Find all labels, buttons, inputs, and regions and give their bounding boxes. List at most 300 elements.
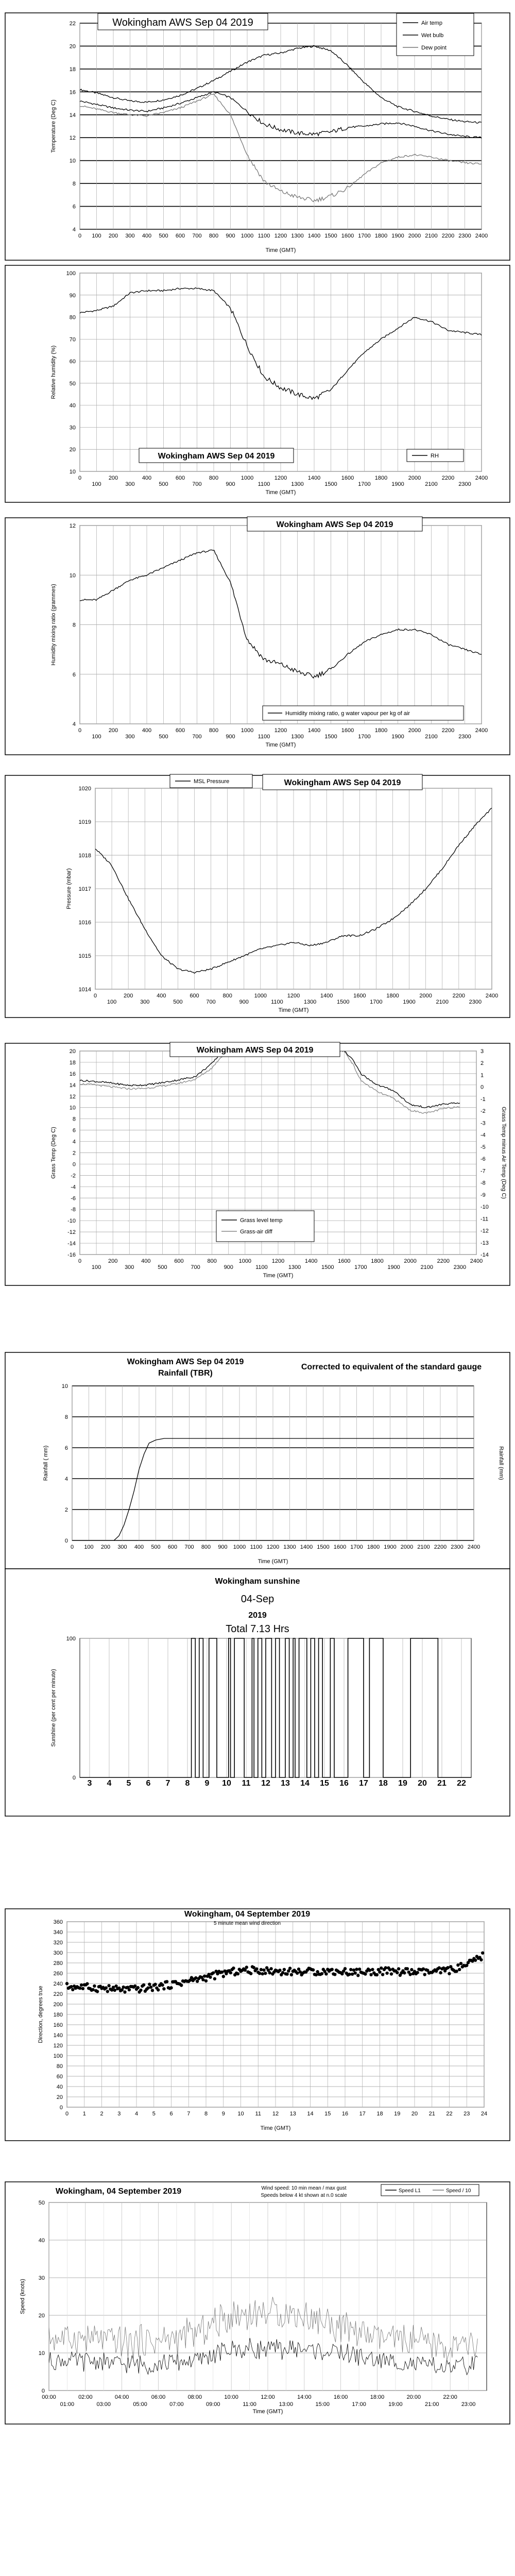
y-tick-label: 320 bbox=[53, 1940, 63, 1946]
chart-title: Wokingham AWS Sep 04 2019 bbox=[196, 1046, 314, 1055]
x-tick-label: 700 bbox=[192, 233, 202, 239]
x-tick-label: 400 bbox=[157, 993, 166, 999]
chart-title: Wokingham AWS Sep 04 2019 bbox=[284, 778, 401, 787]
y-tick-label: 300 bbox=[53, 1950, 63, 1956]
y-tick-label: 100 bbox=[66, 1636, 76, 1642]
y-axis-label: Humidity mixing ratio (grammes) bbox=[50, 584, 57, 666]
y-tick-label: 1018 bbox=[78, 853, 91, 859]
x-tick-label: 300 bbox=[125, 734, 135, 740]
direction-point bbox=[142, 1984, 145, 1987]
y-tick-label: -6 bbox=[71, 1195, 76, 1202]
chart-title: Wokingham AWS Sep 04 2019 bbox=[158, 452, 275, 461]
x-tick-label: 20:00 bbox=[406, 2394, 421, 2400]
x-tick-label: 2000 bbox=[400, 1544, 414, 1550]
direction-point bbox=[378, 1971, 381, 1974]
x-tick-label: 800 bbox=[209, 233, 219, 239]
x-tick-label: 2000 bbox=[408, 233, 421, 239]
x-tick-label: 700 bbox=[184, 1544, 194, 1550]
direction-point bbox=[352, 1969, 355, 1972]
chart-title: Wokingham, 04 September 2019 bbox=[184, 1910, 311, 1919]
x-tick-label: 2400 bbox=[485, 993, 499, 999]
x-tick-label: 1800 bbox=[374, 727, 388, 734]
chart-date: 04-Sep bbox=[241, 1594, 274, 1605]
x-tick-label: 1900 bbox=[391, 481, 404, 487]
y2-tick-label: 3 bbox=[480, 1048, 484, 1055]
x-tick-label: 2300 bbox=[453, 1264, 467, 1270]
x-tick-label: 11:00 bbox=[243, 2401, 256, 2408]
x-tick-label: 900 bbox=[226, 481, 235, 487]
y-tick-label: 10 bbox=[69, 158, 76, 164]
y-tick-label: 20 bbox=[69, 447, 76, 453]
y2-tick-label: -6 bbox=[480, 1156, 486, 1163]
y-tick-label: 70 bbox=[69, 336, 76, 343]
x-tick-label: 18 bbox=[376, 2111, 383, 2117]
legend-label: Wet bulb bbox=[421, 32, 444, 39]
direction-point bbox=[455, 1970, 458, 1973]
direction-point bbox=[80, 1984, 83, 1987]
direction-point bbox=[123, 1990, 126, 1993]
direction-point bbox=[264, 1972, 267, 1975]
direction-point bbox=[358, 1968, 361, 1971]
x-tick-label: 100 bbox=[92, 734, 101, 740]
direction-point bbox=[397, 1967, 400, 1970]
direction-point bbox=[296, 1972, 299, 1975]
x-tick-label: 16:00 bbox=[333, 2394, 348, 2400]
x-tick-label: 1200 bbox=[266, 1544, 280, 1550]
x-tick-label: 1600 bbox=[341, 233, 354, 239]
x-tick-label: 100 bbox=[84, 1544, 94, 1550]
x-tick-label: 3 bbox=[87, 1779, 92, 1788]
x-tick-label: 15 bbox=[324, 2111, 331, 2117]
direction-point bbox=[481, 1952, 484, 1955]
y-tick-label: 1019 bbox=[78, 819, 91, 825]
direction-point bbox=[447, 1966, 450, 1969]
x-tick-label: 700 bbox=[206, 999, 216, 1005]
y-tick-label: 12 bbox=[69, 135, 76, 142]
x-tick-label: 13:00 bbox=[279, 2401, 294, 2408]
direction-point bbox=[388, 1968, 391, 1971]
chart-title: Wokingham sunshine bbox=[215, 1577, 300, 1586]
x-tick-label: 0 bbox=[78, 475, 82, 481]
direction-point bbox=[136, 1986, 140, 1989]
y2-tick-label: -5 bbox=[480, 1144, 486, 1150]
x-tick-label: 700 bbox=[192, 481, 202, 487]
direction-point bbox=[249, 1972, 252, 1975]
x-tick-label: 14:00 bbox=[297, 2394, 312, 2400]
x-tick-label: 14 bbox=[300, 1779, 310, 1788]
x-tick-label: 2000 bbox=[419, 993, 432, 999]
x-tick-label: 200 bbox=[108, 1258, 118, 1264]
x-tick-label: 23:00 bbox=[461, 2401, 476, 2408]
direction-point bbox=[122, 1986, 125, 1989]
y-tick-label: 6 bbox=[72, 671, 76, 678]
x-axis-label: Time (GMT) bbox=[265, 489, 296, 496]
y-tick-label: 20 bbox=[56, 2094, 63, 2100]
x-tick-label: 1300 bbox=[291, 481, 304, 487]
y2-tick-label: -13 bbox=[480, 1240, 489, 1246]
x-tick-label: 0 bbox=[78, 1258, 82, 1264]
x-tick-label: 500 bbox=[159, 734, 168, 740]
direction-point bbox=[288, 1967, 291, 1970]
x-tick-label: 1300 bbox=[291, 233, 304, 239]
wind-direction-chart bbox=[0, 1906, 515, 2143]
y2-axis-label: Grass Temp minus Air Temp (Deg C) bbox=[501, 1107, 507, 1199]
x-tick-label: 1400 bbox=[304, 1258, 318, 1264]
direction-point bbox=[458, 1968, 461, 1971]
x-tick-label: 1600 bbox=[341, 475, 354, 481]
y-tick-label: 12 bbox=[69, 1093, 76, 1100]
y-tick-label: 60 bbox=[69, 359, 76, 365]
x-tick-label: 7 bbox=[165, 1779, 170, 1788]
x-tick-label: 1400 bbox=[307, 233, 321, 239]
direction-point bbox=[448, 1972, 451, 1975]
x-tick-label: 8 bbox=[185, 1779, 190, 1788]
y-tick-label: -2 bbox=[71, 1173, 76, 1179]
x-tick-label: 1900 bbox=[391, 734, 404, 740]
legend-label: Humidity mixing ratio, g water vapour per kg of air bbox=[285, 710, 410, 717]
x-tick-label: 800 bbox=[201, 1544, 211, 1550]
chart-title: Wokingham, 04 September 2019 bbox=[55, 2187, 182, 2196]
x-tick-label: 22 bbox=[446, 2111, 453, 2117]
x-tick-label: 300 bbox=[117, 1544, 127, 1550]
y-tick-label: 10 bbox=[69, 572, 76, 579]
x-tick-label: 400 bbox=[142, 727, 152, 734]
direction-point bbox=[423, 1973, 426, 1976]
direction-point bbox=[204, 1979, 208, 1982]
x-tick-label: 1100 bbox=[258, 734, 270, 740]
x-tick-label: 300 bbox=[125, 1264, 134, 1270]
x-tick-label: 16 bbox=[339, 1779, 349, 1788]
x-tick-label: 1900 bbox=[391, 233, 404, 239]
x-tick-label: 1400 bbox=[307, 727, 321, 734]
legend-label: MSL Pressure bbox=[194, 778, 230, 785]
x-tick-label: 19:00 bbox=[388, 2401, 403, 2408]
y-tick-label: -12 bbox=[67, 1229, 76, 1236]
x-tick-label: 1100 bbox=[258, 233, 270, 239]
direction-point bbox=[269, 1967, 272, 1970]
x-tick-label: 600 bbox=[174, 1258, 184, 1264]
y-tick-label: 2 bbox=[64, 1507, 68, 1513]
y2-tick-label: -1 bbox=[480, 1096, 486, 1103]
x-tick-label: 900 bbox=[226, 233, 235, 239]
x-axis-label: Time (GMT) bbox=[260, 2125, 291, 2131]
x-tick-label: 800 bbox=[209, 475, 219, 481]
x-tick-label: 19 bbox=[398, 1779, 407, 1788]
x-tick-label: 2100 bbox=[425, 233, 438, 239]
direction-point bbox=[354, 1972, 357, 1975]
y2-tick-label: -8 bbox=[480, 1180, 486, 1187]
direction-point bbox=[351, 1973, 354, 1976]
direction-point bbox=[297, 1968, 300, 1971]
x-tick-label: 1700 bbox=[354, 1264, 367, 1270]
x-tick-label: 23 bbox=[464, 2111, 470, 2117]
y-tick-label: 30 bbox=[69, 425, 76, 431]
x-tick-label: 600 bbox=[175, 233, 185, 239]
x-axis-label: Time (GMT) bbox=[265, 247, 296, 253]
y-tick-label: 8 bbox=[64, 1414, 68, 1420]
x-tick-label: 12:00 bbox=[261, 2394, 275, 2400]
y-tick-label: 8 bbox=[72, 622, 76, 629]
x-tick-label: 17 bbox=[359, 1779, 368, 1788]
x-tick-label: 200 bbox=[108, 727, 118, 734]
x-tick-label: 1700 bbox=[350, 1544, 363, 1550]
direction-point bbox=[161, 1984, 164, 1987]
x-tick-label: 0 bbox=[78, 727, 82, 734]
direction-point bbox=[180, 1984, 183, 1987]
direction-point bbox=[278, 1969, 281, 1972]
direction-point bbox=[194, 1976, 197, 1979]
x-tick-label: 1200 bbox=[274, 727, 287, 734]
x-tick-label: 1000 bbox=[254, 993, 267, 999]
x-tick-label: 14 bbox=[307, 2111, 314, 2117]
y-tick-label: 18 bbox=[69, 66, 76, 73]
x-tick-label: 500 bbox=[159, 233, 168, 239]
y-tick-label: 40 bbox=[69, 402, 76, 409]
y-tick-label: 90 bbox=[69, 292, 76, 299]
y-tick-label: -14 bbox=[67, 1241, 76, 1247]
x-tick-label: 11 bbox=[255, 2111, 261, 2117]
x-tick-label: 1400 bbox=[320, 993, 333, 999]
direction-point bbox=[380, 1967, 383, 1970]
x-tick-label: 1000 bbox=[241, 727, 254, 734]
chart-year: 2019 bbox=[248, 1611, 267, 1620]
x-tick-label: 1000 bbox=[238, 1258, 252, 1264]
x-tick-label: 12 bbox=[272, 2111, 279, 2117]
x-tick-label: 1100 bbox=[271, 999, 283, 1005]
direction-point bbox=[479, 1958, 483, 1961]
x-tick-label: 2000 bbox=[408, 727, 421, 734]
x-tick-label: 8 bbox=[204, 2111, 208, 2117]
y2-axis-label: Rainfall (mm) bbox=[498, 1446, 504, 1480]
direction-point bbox=[153, 1982, 157, 1986]
x-tick-label: 15:00 bbox=[315, 2401, 330, 2408]
direction-point bbox=[368, 1969, 371, 1972]
y2-tick-label: -9 bbox=[480, 1192, 486, 1198]
direction-point bbox=[85, 1982, 89, 1985]
y-tick-label: 8 bbox=[72, 181, 76, 188]
direction-point bbox=[112, 1986, 115, 1989]
x-tick-label: 900 bbox=[239, 999, 249, 1005]
x-tick-label: 400 bbox=[134, 1544, 144, 1550]
y-tick-label: 160 bbox=[53, 2022, 63, 2028]
direction-point bbox=[190, 1976, 193, 1979]
x-tick-label: 300 bbox=[125, 233, 135, 239]
y-axis-label: Grass Temp (Deg C) bbox=[50, 1127, 57, 1179]
y-tick-label: 0 bbox=[72, 1775, 76, 1781]
x-tick-label: 500 bbox=[158, 1264, 167, 1270]
y2-tick-label: 0 bbox=[480, 1084, 484, 1091]
x-tick-label: 1300 bbox=[288, 1264, 301, 1270]
direction-point bbox=[312, 1968, 315, 1971]
y-tick-label: 6 bbox=[72, 1127, 76, 1134]
x-tick-label: 1100 bbox=[255, 1264, 268, 1270]
direction-point bbox=[348, 1973, 351, 1976]
x-tick-label: 21:00 bbox=[424, 2401, 439, 2408]
direction-point bbox=[290, 1973, 293, 1976]
x-tick-label: 1800 bbox=[367, 1544, 380, 1550]
x-tick-label: 1600 bbox=[333, 1544, 347, 1550]
legend-label: Speed L1 bbox=[399, 2188, 421, 2194]
sunshine-chart bbox=[0, 1566, 515, 1819]
x-tick-label: 2100 bbox=[420, 1264, 433, 1270]
y-tick-label: 40 bbox=[38, 2238, 45, 2244]
y-tick-label: 30 bbox=[38, 2275, 45, 2281]
x-tick-label: 08:00 bbox=[187, 2394, 202, 2400]
pressure-chart bbox=[0, 773, 515, 1020]
y-tick-label: 80 bbox=[56, 2063, 63, 2070]
direction-point bbox=[105, 1986, 108, 1989]
x-tick-label: 700 bbox=[192, 734, 202, 740]
direction-point bbox=[165, 1980, 168, 1983]
y-tick-label: -10 bbox=[67, 1218, 76, 1225]
x-axis-label: Time (GMT) bbox=[278, 1007, 309, 1013]
x-tick-label: 1900 bbox=[387, 1264, 400, 1270]
x-tick-label: 1 bbox=[82, 2111, 86, 2117]
direction-point bbox=[281, 1971, 284, 1974]
x-tick-label: 1300 bbox=[291, 734, 304, 740]
chart-note: Corrected to equivalent of the standard gauge bbox=[301, 1363, 482, 1371]
direction-point bbox=[139, 1989, 142, 1992]
x-tick-label: 13 bbox=[289, 2111, 296, 2117]
x-axis-label: Time (GMT) bbox=[265, 742, 296, 748]
x-tick-label: 24 bbox=[480, 2111, 488, 2117]
direction-point bbox=[255, 1968, 258, 1971]
x-tick-label: 1500 bbox=[321, 1264, 334, 1270]
x-tick-label: 2200 bbox=[452, 993, 466, 999]
x-tick-label: 2100 bbox=[417, 1544, 430, 1550]
x-tick-label: 2000 bbox=[404, 1258, 417, 1264]
direction-point bbox=[213, 1977, 216, 1980]
direction-point bbox=[459, 1962, 462, 1965]
direction-point bbox=[212, 1971, 215, 1974]
x-tick-label: 0 bbox=[93, 993, 97, 999]
x-tick-label: 1800 bbox=[374, 475, 388, 481]
x-tick-label: 22:00 bbox=[443, 2394, 457, 2400]
direction-point bbox=[442, 1967, 445, 1970]
direction-point bbox=[113, 1989, 116, 1992]
direction-point bbox=[162, 1987, 165, 1990]
direction-point bbox=[229, 1971, 232, 1974]
direction-point bbox=[260, 1968, 263, 1971]
x-tick-label: 2200 bbox=[437, 1258, 450, 1264]
direction-point bbox=[169, 1986, 173, 1989]
x-tick-label: 700 bbox=[191, 1264, 200, 1270]
y-tick-label: -16 bbox=[67, 1252, 76, 1258]
y-tick-label: 4 bbox=[72, 227, 76, 233]
x-tick-label: 400 bbox=[142, 475, 152, 481]
legend-label: RH bbox=[431, 453, 439, 459]
x-tick-label: 800 bbox=[209, 727, 219, 734]
y-axis-label: Speed (knots) bbox=[20, 2279, 26, 2314]
y-tick-label: 280 bbox=[53, 1960, 63, 1967]
direction-point bbox=[220, 1971, 224, 1974]
legend-label: Dew point bbox=[421, 45, 447, 51]
rainfall-chart bbox=[0, 1350, 515, 1571]
legend-label: Air temp bbox=[421, 20, 442, 26]
y-axis-label: Temperature (Deg C) bbox=[50, 99, 57, 153]
chart-title: Wokingham AWS Sep 04 2019 bbox=[112, 17, 253, 28]
x-tick-label: 200 bbox=[108, 475, 118, 481]
x-tick-label: 21 bbox=[437, 1779, 447, 1788]
x-tick-label: 3 bbox=[117, 2111, 121, 2117]
x-tick-label: 06:00 bbox=[151, 2394, 166, 2400]
x-tick-label: 1200 bbox=[287, 993, 300, 999]
x-tick-label: 4 bbox=[107, 1779, 112, 1788]
y-tick-label: 4 bbox=[72, 721, 76, 727]
y-tick-label: 50 bbox=[38, 2200, 45, 2206]
chart-total: Total 7.13 Hrs bbox=[226, 1623, 289, 1635]
y-tick-label: 120 bbox=[53, 2043, 63, 2049]
direction-point bbox=[262, 1969, 265, 1972]
direction-point bbox=[474, 1959, 477, 1962]
x-tick-label: 500 bbox=[173, 999, 183, 1005]
x-tick-label: 4 bbox=[134, 2111, 139, 2117]
y-tick-label: 10 bbox=[69, 469, 76, 475]
direction-point bbox=[106, 1990, 109, 1993]
y-tick-label: 240 bbox=[53, 1981, 63, 1987]
x-tick-label: 400 bbox=[142, 233, 152, 239]
x-tick-label: 11 bbox=[242, 1779, 251, 1788]
x-tick-label: 9 bbox=[221, 2111, 225, 2117]
x-tick-label: 6 bbox=[169, 2111, 173, 2117]
y-tick-label: 1014 bbox=[78, 987, 91, 993]
x-tick-label: 2300 bbox=[458, 233, 471, 239]
y-tick-label: 340 bbox=[53, 1929, 63, 1936]
direction-point bbox=[283, 1968, 286, 1971]
direction-point bbox=[396, 1971, 399, 1974]
direction-point bbox=[236, 1972, 239, 1975]
chart-subtitle: Wind speed: 10 min mean / max gust bbox=[261, 2185, 347, 2191]
y-tick-label: 1017 bbox=[78, 886, 91, 892]
x-tick-label: 2 bbox=[100, 2111, 104, 2117]
x-tick-label: 00:00 bbox=[42, 2394, 56, 2400]
direction-point bbox=[403, 1971, 406, 1974]
x-tick-label: 100 bbox=[92, 233, 101, 239]
direction-point bbox=[410, 1968, 413, 1971]
direction-point bbox=[422, 1968, 425, 1971]
direction-point bbox=[456, 1963, 459, 1967]
y-tick-label: 1015 bbox=[78, 953, 91, 959]
x-tick-label: 1000 bbox=[241, 233, 254, 239]
y-tick-label: 100 bbox=[53, 2053, 63, 2059]
direction-point bbox=[70, 1985, 73, 1988]
x-tick-label: 2400 bbox=[467, 1544, 480, 1550]
x-axis-label: Time (GMT) bbox=[258, 1558, 288, 1565]
x-tick-label: 1100 bbox=[250, 1544, 263, 1550]
y2-tick-label: -12 bbox=[480, 1228, 489, 1234]
y2-tick-label: -4 bbox=[480, 1132, 486, 1139]
y2-tick-label: -11 bbox=[480, 1216, 489, 1223]
direction-point bbox=[261, 1972, 264, 1975]
x-tick-label: 1200 bbox=[274, 233, 287, 239]
x-tick-label: 1800 bbox=[386, 993, 399, 999]
x-tick-label: 02:00 bbox=[78, 2394, 93, 2400]
direction-point bbox=[324, 1972, 328, 1975]
x-tick-label: 400 bbox=[141, 1258, 151, 1264]
chart-subtitle: Rainfall (TBR) bbox=[158, 1369, 213, 1378]
legend-label: Grass-air diff bbox=[240, 1229, 272, 1235]
direction-point bbox=[222, 1975, 225, 1978]
x-tick-label: 100 bbox=[91, 1264, 101, 1270]
x-tick-label: 0 bbox=[70, 1544, 74, 1550]
legend-label: Grass level temp bbox=[240, 1217, 283, 1224]
x-tick-label: 300 bbox=[140, 999, 150, 1005]
direction-point bbox=[65, 1982, 68, 1985]
x-tick-label: 2200 bbox=[434, 1544, 447, 1550]
chart-title: Wokingham AWS Sep 04 2019 bbox=[276, 520, 393, 529]
x-tick-label: 7 bbox=[187, 2111, 191, 2117]
direction-point bbox=[331, 1968, 334, 1971]
